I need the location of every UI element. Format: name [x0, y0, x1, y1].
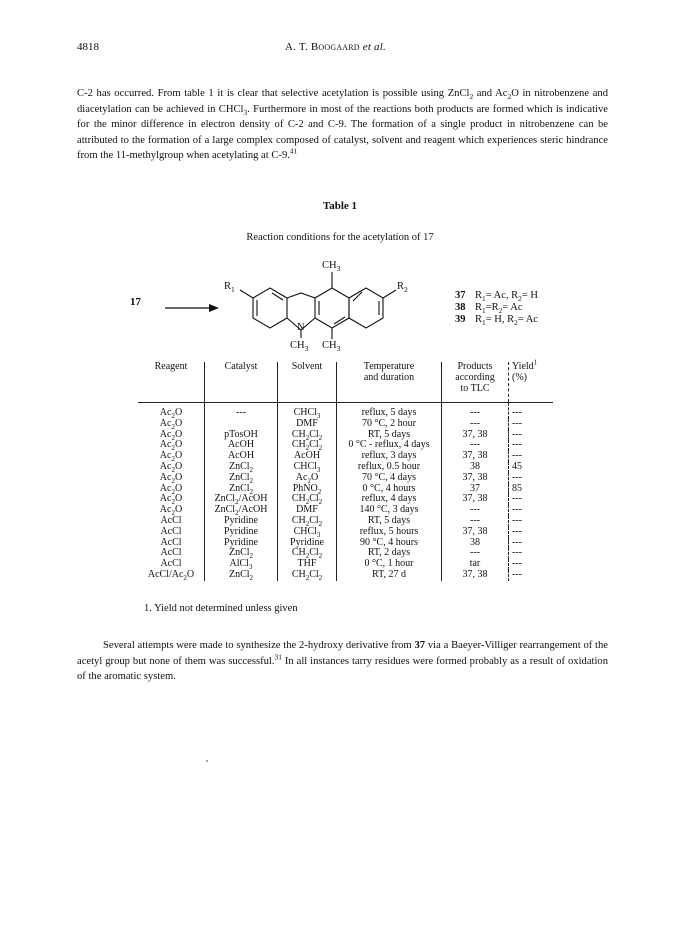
reference-mark: 41 — [289, 146, 298, 156]
cell-conditions: 70 °C, 4 days — [337, 473, 442, 484]
body-paragraph-2 — [77, 638, 608, 685]
cell-yield: --- — [509, 527, 554, 538]
cell-catalyst: ZnCl$_2$ — [205, 484, 278, 495]
p1-text-b: and Ac — [473, 88, 508, 99]
table-row — [138, 440, 553, 451]
scan-speck — [206, 760, 208, 762]
cell-products: 37 — [442, 484, 509, 495]
cell-solvent: $CH_2Cl_2$ — [278, 570, 337, 581]
table-caption — [0, 232, 680, 243]
p1-text-a: C-2 has occurred. From table 1 it is clear that selective acetylation is possible using ZnCl — [77, 88, 470, 99]
table-row — [138, 494, 553, 505]
header-yield-line1: Yield — [512, 361, 534, 372]
cell-yield: --- — [509, 494, 554, 505]
legend-num: 37 — [455, 290, 466, 301]
cell-solvent: $Ac_2O$ — [278, 473, 337, 484]
cell-yield: 85 — [509, 484, 554, 495]
header-temperature — [337, 362, 442, 403]
cell-reagent: $Ac_2O$ — [159, 439, 183, 453]
cell-catalyst: ZnCl$_2$/AcOH — [205, 505, 278, 516]
table-row — [138, 451, 553, 462]
cell-products: 37, 38 — [442, 494, 509, 505]
cell-products: 37, 38 — [442, 473, 509, 484]
ch3-bottom-label: $CH_3$ — [322, 340, 341, 353]
cell-yield: --- — [509, 505, 554, 516]
cell-conditions: 0 °C, 4 hours — [337, 484, 442, 495]
cell-conditions: 70 °C, 2 hour — [337, 419, 442, 430]
table-row — [138, 559, 553, 570]
p2-text-c: In all instances tarry residues were formed probably as a result of oxidation of the aromatic system. — [77, 655, 609, 683]
product-legend — [455, 290, 538, 326]
starting-compound-label: 17 — [130, 296, 141, 308]
cell-solvent: $CH_2Cl_2$ — [278, 440, 337, 451]
body-paragraph-1 — [77, 86, 608, 164]
running-head-author: A. T. Boogaard — [285, 41, 360, 53]
cell-conditions: reflux, 3 days — [337, 451, 442, 462]
header-prod-line3: to TLC — [460, 382, 490, 394]
cell-catalyst: Pyridine — [205, 527, 278, 538]
header-solvent: Solvent — [278, 362, 337, 403]
cell-catalyst: Pyridine — [205, 538, 278, 549]
cell-catalyst: AcOH — [205, 440, 278, 451]
cell-catalyst: ZnCl$_2$ — [205, 548, 278, 559]
cell-products: 37, 38 — [442, 527, 509, 538]
cell-yield: --- — [509, 570, 554, 581]
cell-products: --- — [442, 548, 509, 559]
cell-solvent: DMF — [278, 419, 337, 430]
cell-reagent: $Ac_2O$ — [159, 482, 183, 496]
cell-products: 37, 38 — [442, 430, 509, 441]
cell-products: --- — [442, 403, 509, 419]
cell-yield: --- — [509, 538, 554, 549]
header-prod-line1: Products — [457, 361, 493, 372]
table-row — [138, 548, 553, 559]
cell-catalyst: ZnCl$_2$ — [205, 462, 278, 473]
ch3-n-label: $CH_3$ — [290, 340, 309, 353]
legend-text: $R_1= Ac$, $R_2= H$ — [475, 290, 538, 304]
cell-catalyst: ZnCl$_2$/AcOH — [205, 494, 278, 505]
p1-text-d: . Furthermore in most of the reactions both products are formed which is indicative for the minor difference in electron density of C-2 and C-9. The formation of a single product in nitrobenzene can be attributed to the formation of a large complex composed of catalyst, solvent and reagent which experiences steric hindrance from the 11-methylgroup when acetylating at C-9. — [77, 103, 608, 162]
cell-yield: --- — [509, 559, 554, 570]
legend-text: $R_1=R_2= Ac$ — [475, 302, 523, 316]
cell-reagent: $Ac_2O$ — [159, 493, 183, 507]
cell-reagent: $Ac_2O$ — [159, 417, 183, 431]
cell-products: tar — [442, 559, 509, 570]
cell-reagent: AcCl — [160, 558, 182, 570]
cell-solvent: $CH_2Cl_2$ — [278, 516, 337, 527]
legend-item — [455, 314, 538, 326]
p1-text-c: O in nitrobenzene and diacetylation can be achieved in CHCl — [77, 88, 608, 115]
cell-solvent: CHCl$_3$ — [278, 527, 337, 538]
cell-reagent: AcCl — [160, 514, 182, 526]
cell-products: --- — [442, 516, 509, 527]
p2-text-b: via a Baeyer-Villiger rearrangement of the acetyl group but none of them was successful. — [77, 640, 608, 667]
cell-solvent: PhNO$_2$ — [278, 484, 337, 495]
cell-conditions: RT, 5 days — [337, 430, 442, 441]
cell-solvent: CHCl$_3$ — [278, 403, 337, 419]
cell-products: 38 — [442, 538, 509, 549]
r2-label: $R_2$ — [397, 281, 408, 294]
legend-num: 38 — [455, 302, 466, 313]
cell-reagent: $Ac_2O$ — [159, 460, 183, 474]
table-row — [138, 462, 553, 473]
table-row — [138, 516, 553, 527]
table-row — [138, 505, 553, 516]
cell-conditions: reflux, 5 hours — [337, 527, 442, 538]
cell-yield: 45 — [509, 462, 554, 473]
legend-item — [455, 302, 538, 314]
nitrogen-label: N — [297, 322, 305, 333]
table-footnote: 1. Yield not determined unless given — [144, 603, 298, 614]
header-products — [442, 362, 509, 403]
cell-conditions: 140 °C, 3 days — [337, 505, 442, 516]
cell-conditions: 0 °C, 1 hour — [337, 559, 442, 570]
table-caption-text: Reaction conditions for the acetylation of 17 — [246, 232, 434, 243]
cell-products: --- — [442, 419, 509, 430]
table-row — [138, 538, 553, 549]
cell-yield: --- — [509, 419, 554, 430]
cell-products: --- — [442, 440, 509, 451]
running-head-etal: et al. — [362, 41, 386, 53]
sub-3: 3 — [243, 107, 248, 117]
cell-conditions: RT, 27 d — [337, 570, 442, 581]
carbazole-structure — [100, 255, 460, 355]
cell-products: 38 — [442, 462, 509, 473]
running-head — [285, 41, 386, 53]
page-number: 4818 — [77, 41, 99, 53]
cell-reagent: AcCl/$Ac_2O$ — [147, 568, 195, 582]
conditions-table — [138, 358, 553, 582]
p2-compound: 37 — [414, 640, 426, 651]
cell-catalyst: Pyridine — [205, 516, 278, 527]
cell-solvent: $CH_2Cl_2$ — [278, 494, 337, 505]
cell-reagent: $Ac_2O$ — [159, 428, 183, 442]
table-title: Table 1 — [322, 200, 358, 212]
header-catalyst: Catalyst — [205, 362, 278, 403]
cell-reagent: AcCl — [160, 525, 182, 537]
cell-products: 37, 38 — [442, 570, 509, 581]
header-temp-line1: Temperature — [363, 361, 415, 372]
cell-conditions: RT, 5 days — [337, 516, 442, 527]
cell-reagent: $Ac_2O$ — [138, 403, 205, 419]
legend-num: 39 — [455, 314, 466, 325]
cell-catalyst: --- — [205, 403, 278, 419]
cell-yield: --- — [509, 403, 554, 419]
header-temp-line2: and duration — [363, 371, 415, 383]
cell-conditions: 90 °C, 4 hours — [337, 538, 442, 549]
ch3-top-label: $CH_3$ — [322, 260, 341, 273]
legend-item — [455, 290, 538, 302]
reference-mark: 31 — [274, 652, 282, 662]
header-yield — [509, 358, 554, 403]
cell-catalyst: pTosOH — [205, 430, 278, 441]
cell-catalyst: AlCl$_3$ — [205, 559, 278, 570]
r1-label: $R_1$ — [224, 281, 235, 294]
header-reagent: Reagent — [154, 361, 188, 372]
cell-conditions: reflux, 5 days — [337, 403, 442, 419]
cell-yield: --- — [509, 548, 554, 559]
cell-yield: --- — [509, 430, 554, 441]
header-yield-line2: (%) — [512, 371, 527, 383]
sub-2: 2 — [469, 92, 474, 102]
table-row — [138, 430, 553, 441]
cell-catalyst: ZnCl$_2$ — [205, 473, 278, 484]
cell-conditions: RT, 2 days — [337, 548, 442, 559]
sub-2: 2 — [507, 92, 512, 102]
cell-catalyst: AcOH — [205, 451, 278, 462]
table-row — [138, 527, 553, 538]
p2-text-a: Several attempts were made to synthesize the 2-hydroxy derivative from — [103, 640, 415, 651]
cell-solvent: AcOH — [278, 451, 337, 462]
cell-yield: --- — [509, 451, 554, 462]
cell-solvent: $CH_2Cl_2$ — [278, 430, 337, 441]
table-row — [138, 484, 553, 495]
cell-yield: --- — [509, 516, 554, 527]
cell-yield: --- — [509, 473, 554, 484]
cell-products: 37, 38 — [442, 451, 509, 462]
table-header-row — [138, 362, 553, 403]
cell-solvent: Pyridine — [278, 538, 337, 549]
cell-solvent: THF — [278, 559, 337, 570]
cell-products: --- — [442, 505, 509, 516]
header-yield-mark: 1 — [533, 358, 538, 367]
cell-solvent: DMF — [278, 505, 337, 516]
cell-conditions: reflux, 4 days — [337, 494, 442, 505]
cell-catalyst: ZnCl$_2$ — [205, 570, 278, 581]
table-row — [138, 403, 553, 419]
table-row — [138, 473, 553, 484]
cell-solvent: $CH_2Cl_2$ — [278, 548, 337, 559]
cell-catalyst — [205, 419, 278, 430]
cell-reagent: $Ac_2O$ — [159, 504, 183, 518]
legend-text: $R_1= H$, $R_2= Ac$ — [475, 314, 538, 328]
cell-solvent: CHCl$_3$ — [278, 462, 337, 473]
cell-yield: --- — [509, 440, 554, 451]
cell-reagent: AcCl — [160, 536, 182, 548]
cell-reagent: $Ac_2O$ — [159, 450, 183, 464]
cell-reagent: $Ac_2O$ — [159, 471, 183, 485]
table-row — [138, 570, 553, 581]
cell-reagent: AcCl — [160, 547, 182, 559]
table-row — [138, 419, 553, 430]
header-prod-line2: according — [455, 371, 495, 383]
cell-conditions: reflux, 0.5 hour — [337, 462, 442, 473]
cell-conditions: 0 °C - reflux, 4 days — [337, 440, 442, 451]
